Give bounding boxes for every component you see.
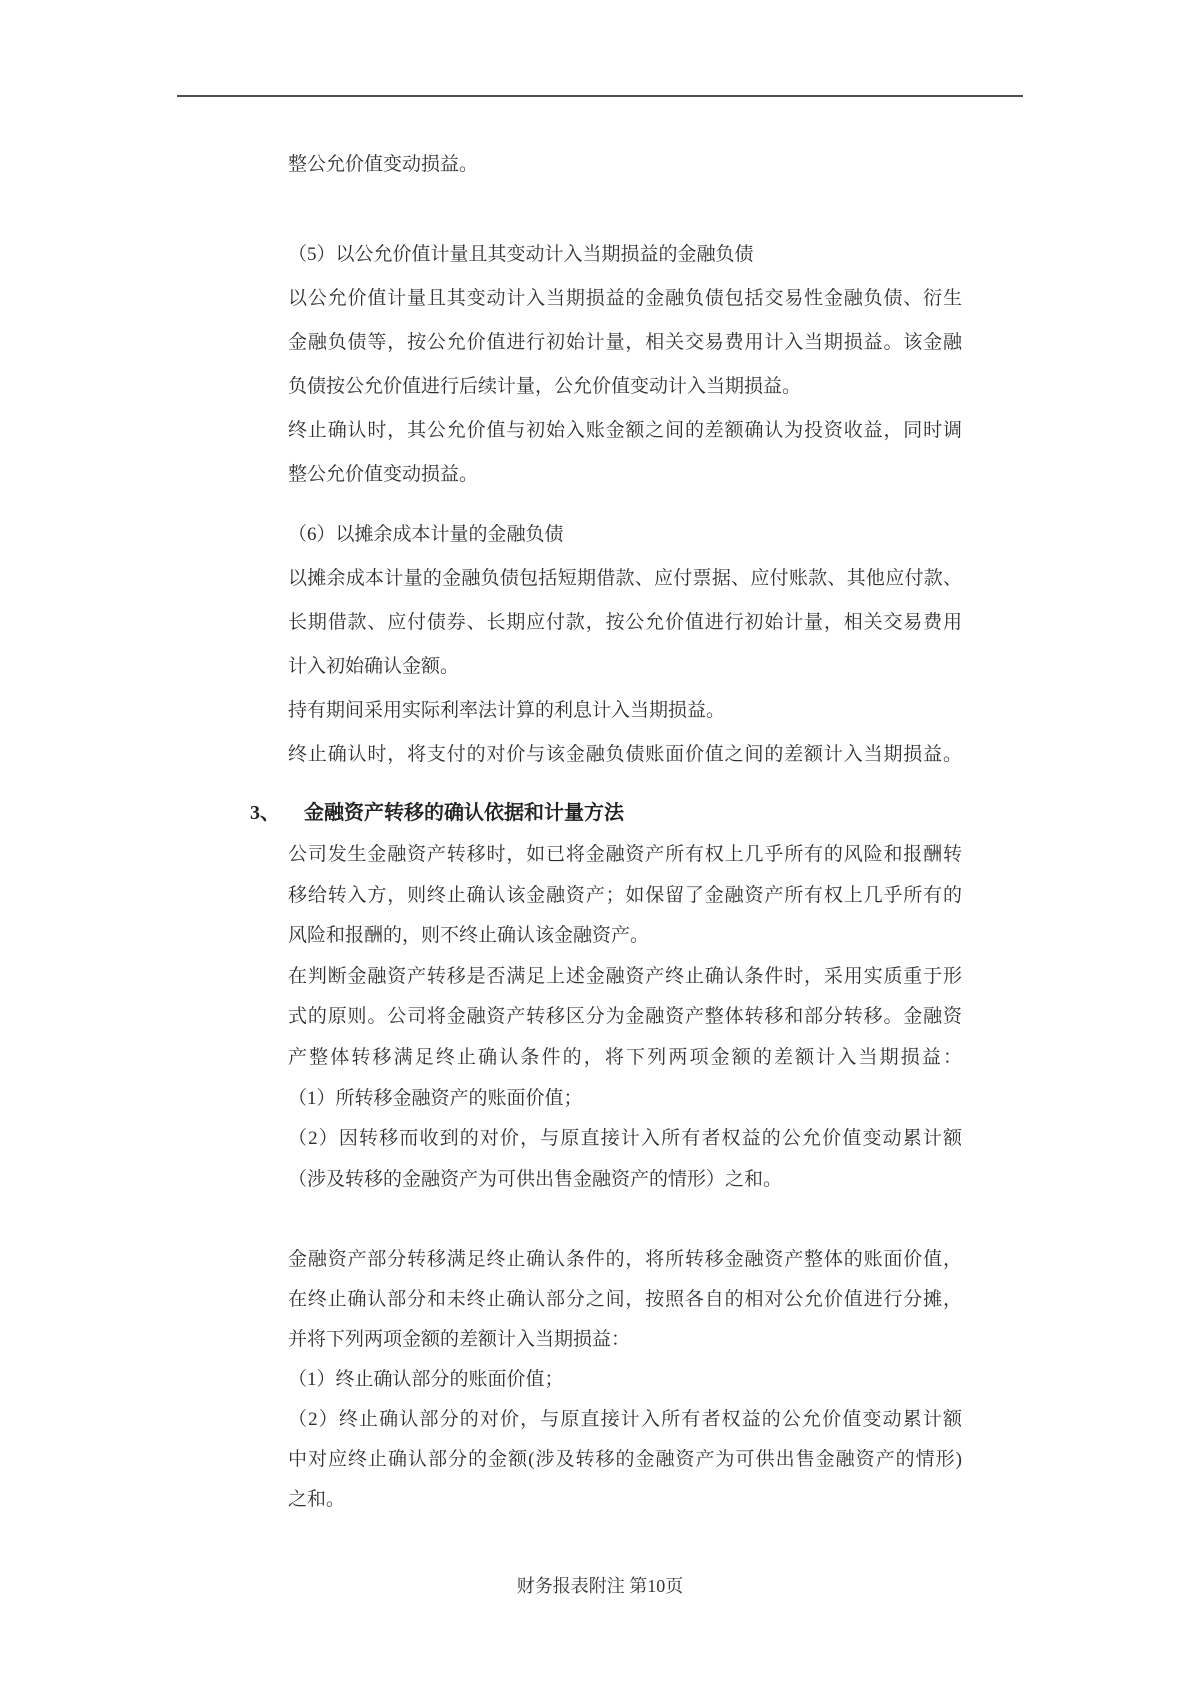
text-line: 移给转入方，则终止确认该金融资产；如保留了金融资产所有权上几乎所有的 xyxy=(288,884,962,906)
text-line: 长期借款、应付债券、长期应付款，按公允价值进行初始计量，相关交易费用 xyxy=(288,612,962,633)
text-line: 负债按公允价值进行后续计量，公允价值变动计入当期损益。 xyxy=(288,376,802,397)
subsection-5-heading: （5）以公允价值计量且其变动计入当期损益的金融负债 xyxy=(288,244,754,265)
text-line: 以公允价值计量且其变动计入当期损益的金融负债包括交易性金融负债、衍生 xyxy=(288,288,962,309)
section-number: 3、 xyxy=(250,802,280,824)
text-line: 公司发生金融资产转移时，如已将金融资产所有权上几乎所有的风险和报酬转 xyxy=(288,844,962,865)
text-line: 之和。 xyxy=(288,1489,346,1510)
paragraph-carryover xyxy=(288,151,962,179)
text-line: 整公允价值变动损益。 xyxy=(288,464,479,485)
subsection-6-amortized-cost-liabilities xyxy=(288,513,962,777)
list-item-1: （1）终止确认部分的账面价值； xyxy=(288,1369,564,1390)
text-line: 风险和报酬的，则不终止确认该金融资产。 xyxy=(288,925,650,947)
text-line: 以摊余成本计量的金融负债包括短期借款、应付票据、应付账款、其他应付款、 xyxy=(288,568,962,589)
section-3-paragraph-1 xyxy=(288,835,962,1200)
text-line: 式的原则。公司将金融资产转移区分为金融资产整体转移和部分转移。金融资 xyxy=(288,1006,962,1028)
text-line: 中对应终止确认部分的金额(涉及转移的金融资产为可供出售金融资产的情形) xyxy=(288,1449,962,1470)
subsection-6-heading: （6）以摊余成本计量的金融负债 xyxy=(288,524,564,545)
text-line: 金融资产部分转移满足终止确认条件的，将所转移金融资产整体的账面价值， xyxy=(288,1249,962,1270)
section-3-heading xyxy=(250,798,1000,828)
text-line: 产整体转移满足终止确认条件的，将下列两项金额的差额计入当期损益： xyxy=(288,1046,962,1068)
list-item-2: （2）终止确认部分的对价，与原直接计入所有者权益的公允价值变动累计额 xyxy=(288,1409,962,1430)
text-line: 计入初始确认金额。 xyxy=(288,656,460,677)
text-line: 在判断金融资产转移是否满足上述金融资产终止确认条件时，采用实质重于形 xyxy=(288,965,962,987)
text-line: （涉及转移的金融资产为可供出售金融资产的情形）之和。 xyxy=(288,1168,783,1190)
text-line: 在终止确认部分和未终止确认部分之间，按照各自的相对公允价值进行分摊， xyxy=(288,1289,962,1310)
text-line: 持有期间采用实际利率法计算的利息计入当期损益。 xyxy=(288,700,726,721)
text-line: 金融负债等，按公允价值进行初始计量，相关交易费用计入当期损益。该金融 xyxy=(288,332,962,353)
section-3-paragraph-2 xyxy=(288,1240,962,1520)
section-title: 金融资产转移的确认依据和计量方法 xyxy=(304,802,624,824)
page-footer: 财务报表附注 第10页 xyxy=(516,1576,684,1596)
subsection-5-financial-liabilities-fvtpl xyxy=(288,233,962,497)
text-line: 终止确认时，将支付的对价与该金融负债账面价值之间的差额计入当期损益。 xyxy=(288,744,962,765)
text-line: 终止确认时，其公允价值与初始入账金额之间的差额确认为投资收益，同时调 xyxy=(288,420,962,441)
list-item-1: （1）所转移金融资产的账面价值； xyxy=(288,1087,583,1109)
header-divider xyxy=(177,95,1023,97)
list-item-2: （2）因转移而收到的对价，与原直接计入所有者权益的公允价值变动累计额 xyxy=(288,1128,962,1150)
text-line: 整公允价值变动损益。 xyxy=(288,154,479,175)
text-line: 并将下列两项金额的差额计入当期损益： xyxy=(288,1329,631,1350)
